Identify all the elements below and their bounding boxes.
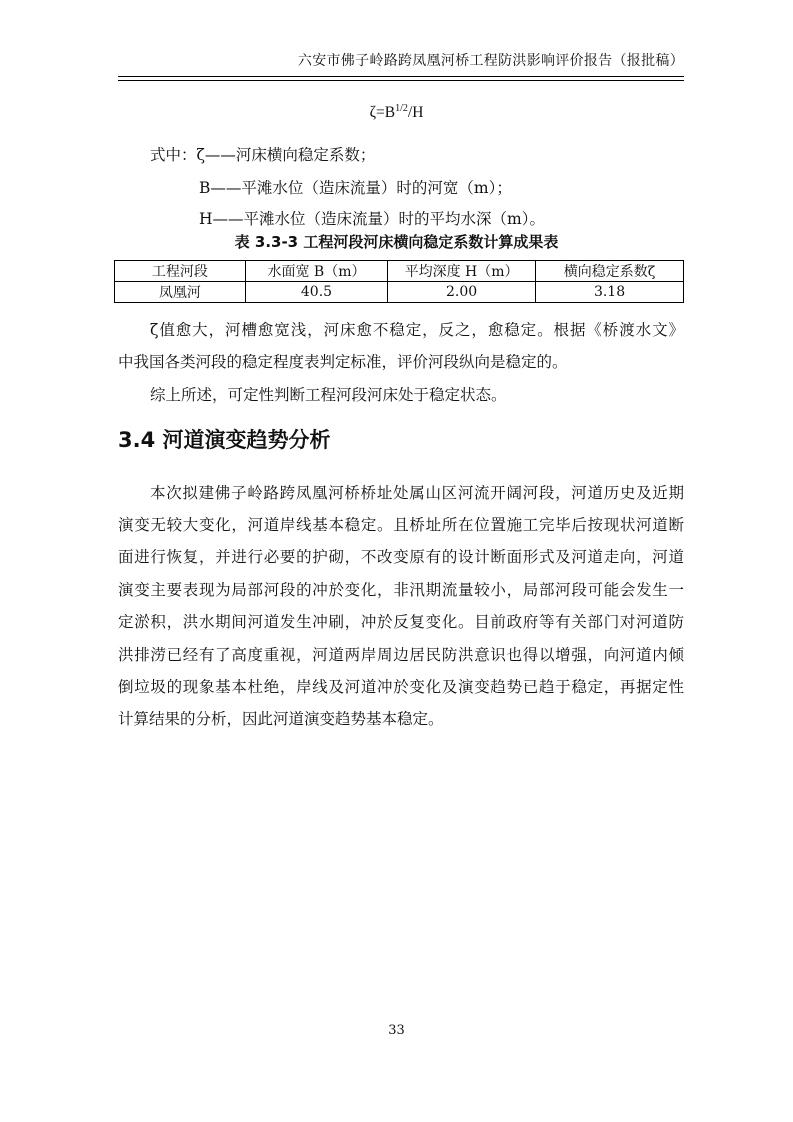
section-line: 演变主要表现为局部河段的冲於变化，非汛期流量较小，局部河段可能会发生一 (118, 581, 684, 599)
body-line: ζ值愈大，河槽愈宽浅，河床愈不稳定，反之，愈稳定。根据《桥渡水文》 (150, 321, 684, 339)
stability-table (114, 260, 684, 303)
body-line: 综上所述，可定性判断工程河段河床处于稳定状态。 (150, 386, 507, 404)
definition-zeta: 式中：ζ——河床横向稳定系数； (150, 146, 376, 164)
table-row (115, 282, 684, 303)
section-line: 演变无较大变化，河道岸线基本稳定。且桥址所在位置施工完毕后按现状河道断 (118, 516, 684, 534)
page-number: 33 (388, 1023, 405, 1038)
definition-b: B——平滩水位（造床流量）时的河宽（m）； (199, 179, 512, 197)
table-header-cell: 水面宽 B（m） (245, 261, 387, 282)
section-line: 计算结果的分析，因此河道演变趋势基本稳定。 (118, 710, 444, 728)
section-line: 洪排涝已经有了高度重视，河道两岸周边居民防洪意识也得以增强，向河道内倾 (118, 646, 684, 664)
section-heading: 3.4 河道演变趋势分析 (118, 428, 331, 452)
table-header-cell: 横向稳定系数ζ (536, 261, 684, 282)
table-cell: 2.00 (388, 282, 536, 303)
stability-formula (0, 103, 793, 122)
section-line: 本次拟建佛子岭路跨凤凰河桥桥址处属山区河流开阔河段，河道历史及近期 (150, 484, 684, 502)
body-line: 中我国各类河段的稳定程度表判定标准，评价河段纵向是稳定的。 (118, 353, 568, 371)
running-header: 六安市佛子岭路跨凤凰河桥工程防洪影响评价报告（报批稿） (297, 53, 684, 69)
formula-prefix: ζ=B (369, 104, 396, 122)
table-header-cell: 工程河段 (115, 261, 246, 282)
table-cell: 40.5 (245, 282, 387, 303)
definition-h: H——平滩水位（造床流量）时的平均水深（m）。 (199, 210, 545, 228)
table-cell: 凤凰河 (115, 282, 246, 303)
formula-suffix: /H (407, 104, 424, 122)
table-header-cell: 平均深度 H（m） (388, 261, 536, 282)
formula-exponent: 1/2 (395, 103, 408, 114)
table-caption: 表 3.3-3 工程河段河床横向稳定系数计算成果表 (234, 233, 559, 251)
header-rule (118, 76, 684, 81)
section-line: 面进行恢复，并进行必要的护砌，不改变原有的设计断面形式及河道走向，河道 (118, 548, 684, 566)
table-header-row (115, 261, 684, 282)
section-line: 倒垃圾的现象基本杜绝，岸线及河道冲於变化及演变趋势已趋于稳定，再据定性 (118, 678, 684, 696)
section-line: 定淤积，洪水期间河道发生冲刷，冲於反复变化。目前政府等有关部门对河道防 (118, 613, 684, 631)
table-cell: 3.18 (536, 282, 684, 303)
